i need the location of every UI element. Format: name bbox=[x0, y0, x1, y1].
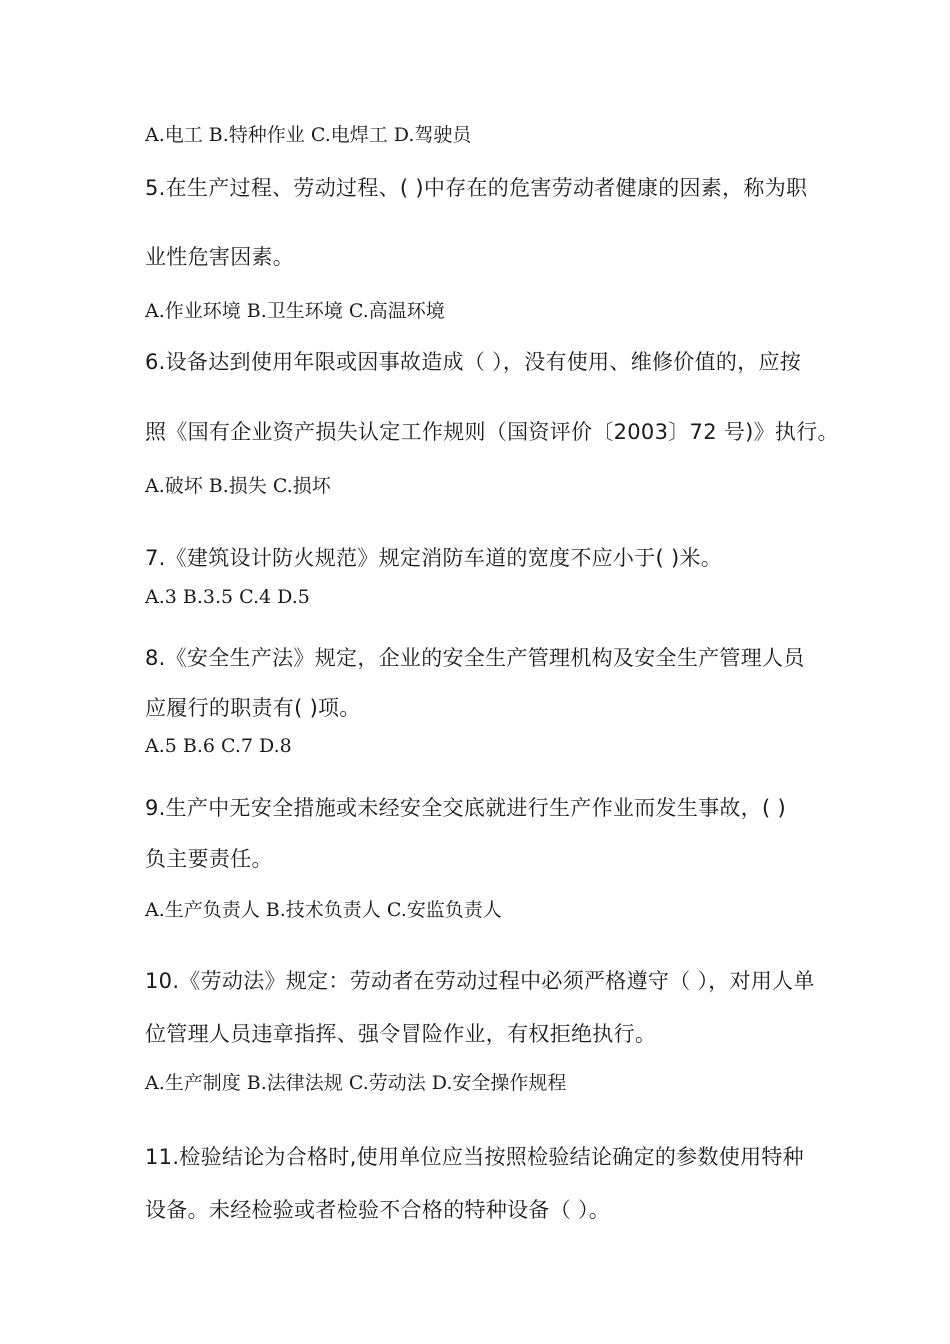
question-10-options: A.生产制度 B.法律法规 C.劳动法 D.安全操作规程 bbox=[145, 1072, 567, 1094]
question-8-options: A.5 B.6 C.7 D.8 bbox=[145, 735, 292, 757]
question-10-line-2: 位管理人员违章指挥、强令冒险作业，有权拒绝执行。 bbox=[145, 1022, 657, 1046]
question-8-line-2: 应履行的职责有( )项。 bbox=[145, 696, 361, 720]
question-8-line-1: 8.《安全生产法》规定，企业的安全生产管理机构及安全生产管理人员 bbox=[145, 646, 805, 670]
question-11-line-1: 11.检验结论为合格时,使用单位应当按照检验结论确定的参数使用特种 bbox=[145, 1145, 804, 1169]
question-5-options: A.作业环境 B.卫生环境 C.高温环境 bbox=[145, 300, 445, 322]
question-6-options: A.破坏 B.损失 C.损坏 bbox=[145, 475, 331, 497]
question-6-line-2: 照《国有企业资产损失认定工作规则（国资评价〔2003〕72 号)》执行。 bbox=[145, 420, 839, 444]
question-5-line-1: 5.在生产过程、劳动过程、( )中存在的危害劳动者健康的因素，称为职 bbox=[145, 176, 808, 200]
question-7-line-1: 7.《建筑设计防火规范》规定消防车道的宽度不应小于( )米。 bbox=[145, 546, 723, 570]
question-7-options: A.3 B.3.5 C.4 D.5 bbox=[145, 586, 310, 608]
question-9-line-1: 9.生产中无安全措施或未经安全交底就进行生产作业而发生事故，( ) bbox=[145, 796, 786, 820]
question-10-line-1: 10.《劳动法》规定：劳动者在劳动过程中必须严格遵守（ ），对用人单 bbox=[145, 969, 815, 993]
question-9-options: A.生产负责人 B.技术负责人 C.安监负责人 bbox=[145, 899, 502, 921]
question-5-line-2: 业性危害因素。 bbox=[145, 245, 295, 269]
question-9-line-2: 负主要责任。 bbox=[145, 847, 273, 871]
question-6-line-1: 6.设备达到使用年限或因事故造成（ ），没有使用、维修价值的，应按 bbox=[145, 350, 802, 374]
question-4-options: A.电工 B.特种作业 C.电焊工 D.驾驶员 bbox=[145, 124, 472, 146]
question-11-line-2: 设备。未经检验或者检验不合格的特种设备（ ）。 bbox=[145, 1198, 611, 1222]
